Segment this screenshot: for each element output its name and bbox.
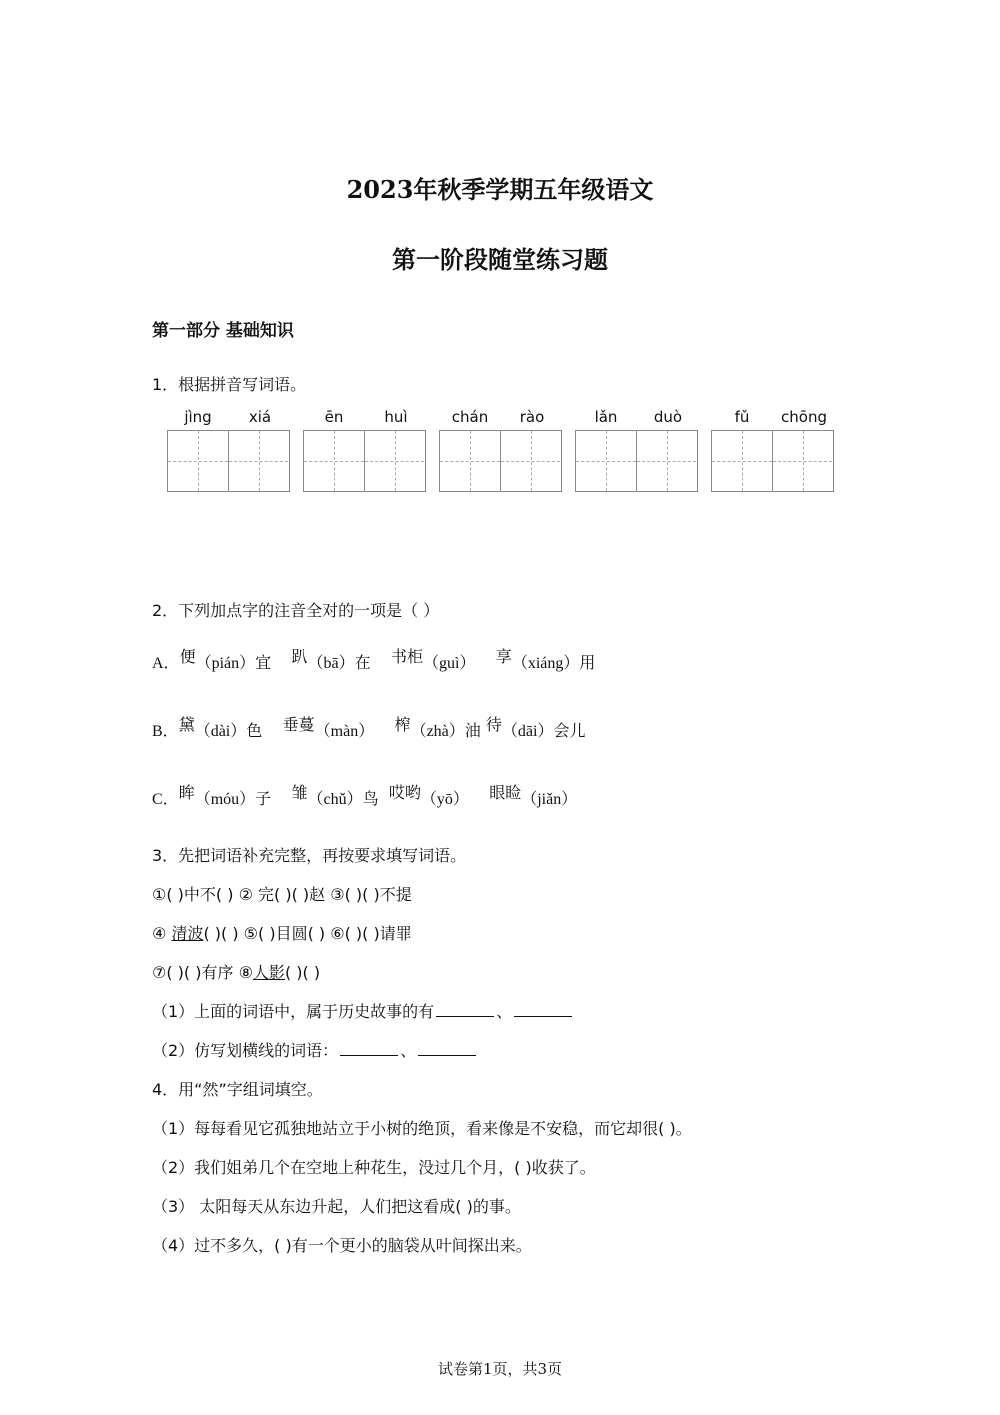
fill-sentence-4: （4）过不多久，( )有一个更小的脑袋从叶间探出来。 — [152, 1236, 532, 1255]
pinyin-group: chán rào — [439, 408, 563, 492]
pinyin-group: fǔ chōng — [711, 408, 835, 492]
answer-blank[interactable] — [514, 1015, 572, 1017]
writing-box[interactable] — [636, 431, 696, 491]
answer-blank[interactable] — [418, 1054, 476, 1056]
sub-question-1: （1）上面的词语中，属于历史故事的有 、 — [152, 999, 574, 1022]
question-4: 4．用“然”字组词填空。 — [152, 1080, 323, 1099]
writing-box[interactable] — [772, 431, 832, 491]
question-2: 2．下列加点字的注音全对的一项是（ ） — [152, 601, 440, 620]
option-b[interactable]: B．黛（dài）色 垂蔓（màn） 榨（zhà）油 待（dāi）会儿 — [152, 715, 586, 740]
answer-blank[interactable] — [340, 1054, 398, 1056]
option-a[interactable]: A．便（pián）宜 趴（bā）在 书柜（guì） 享（xiáng）用 — [152, 647, 596, 672]
writing-box[interactable] — [712, 431, 772, 491]
page-footer: 试卷第1页，共3页 — [437, 1360, 563, 1378]
option-c[interactable]: C．眸（móu）子 雏（chǔ）鸟 哎哟（yō） 眼睑（jiǎn） — [152, 783, 578, 808]
page-subtitle: 第一阶段随堂练习题 — [392, 245, 608, 274]
idiom-line-2: ④ 清波( )( ) ⑤( )目圆( ) ⑥( )( )请罪 — [152, 924, 412, 943]
question-3: 3．先把词语补充完整，再按要求填写词语。 — [152, 846, 467, 865]
answer-blank[interactable] — [436, 1015, 494, 1017]
page-title: 2023年秋季学期五年级语文 — [346, 175, 654, 204]
fill-sentence-2: （2）我们姐弟几个在空地上种花生，没过几个月，( )收获了。 — [152, 1158, 596, 1177]
idiom-line-1: ①( )中不( ) ② 完( )( )赵 ③( )( )不提 — [152, 885, 412, 904]
sub-question-2: （2）仿写划横线的词语： 、 — [152, 1038, 478, 1061]
fill-sentence-1: （1）每每看见它孤独地站立于小树的绝顶，看来像是不安稳，而它却很( )。 — [152, 1119, 692, 1138]
question-1: 1．根据拼音写词语。 — [152, 375, 307, 394]
writing-box[interactable] — [228, 431, 288, 491]
writing-box[interactable] — [168, 431, 228, 491]
writing-box[interactable] — [364, 431, 424, 491]
fill-sentence-3: （3） 太阳每天从东边升起，人们把这看成( )的事。 — [152, 1197, 521, 1216]
writing-box[interactable] — [576, 431, 636, 491]
writing-box[interactable] — [304, 431, 364, 491]
idiom-line-3: ⑦( )( )有序 ⑧人影( )( ) — [152, 963, 321, 982]
pinyin-group: jìng xiá — [167, 408, 291, 492]
writing-box[interactable] — [440, 431, 500, 491]
writing-box[interactable] — [500, 431, 560, 491]
pinyin-group: ēn huì — [303, 408, 427, 492]
section-heading: 第一部分 基础知识 — [152, 321, 294, 341]
pinyin-group: lǎn duò — [575, 408, 699, 492]
